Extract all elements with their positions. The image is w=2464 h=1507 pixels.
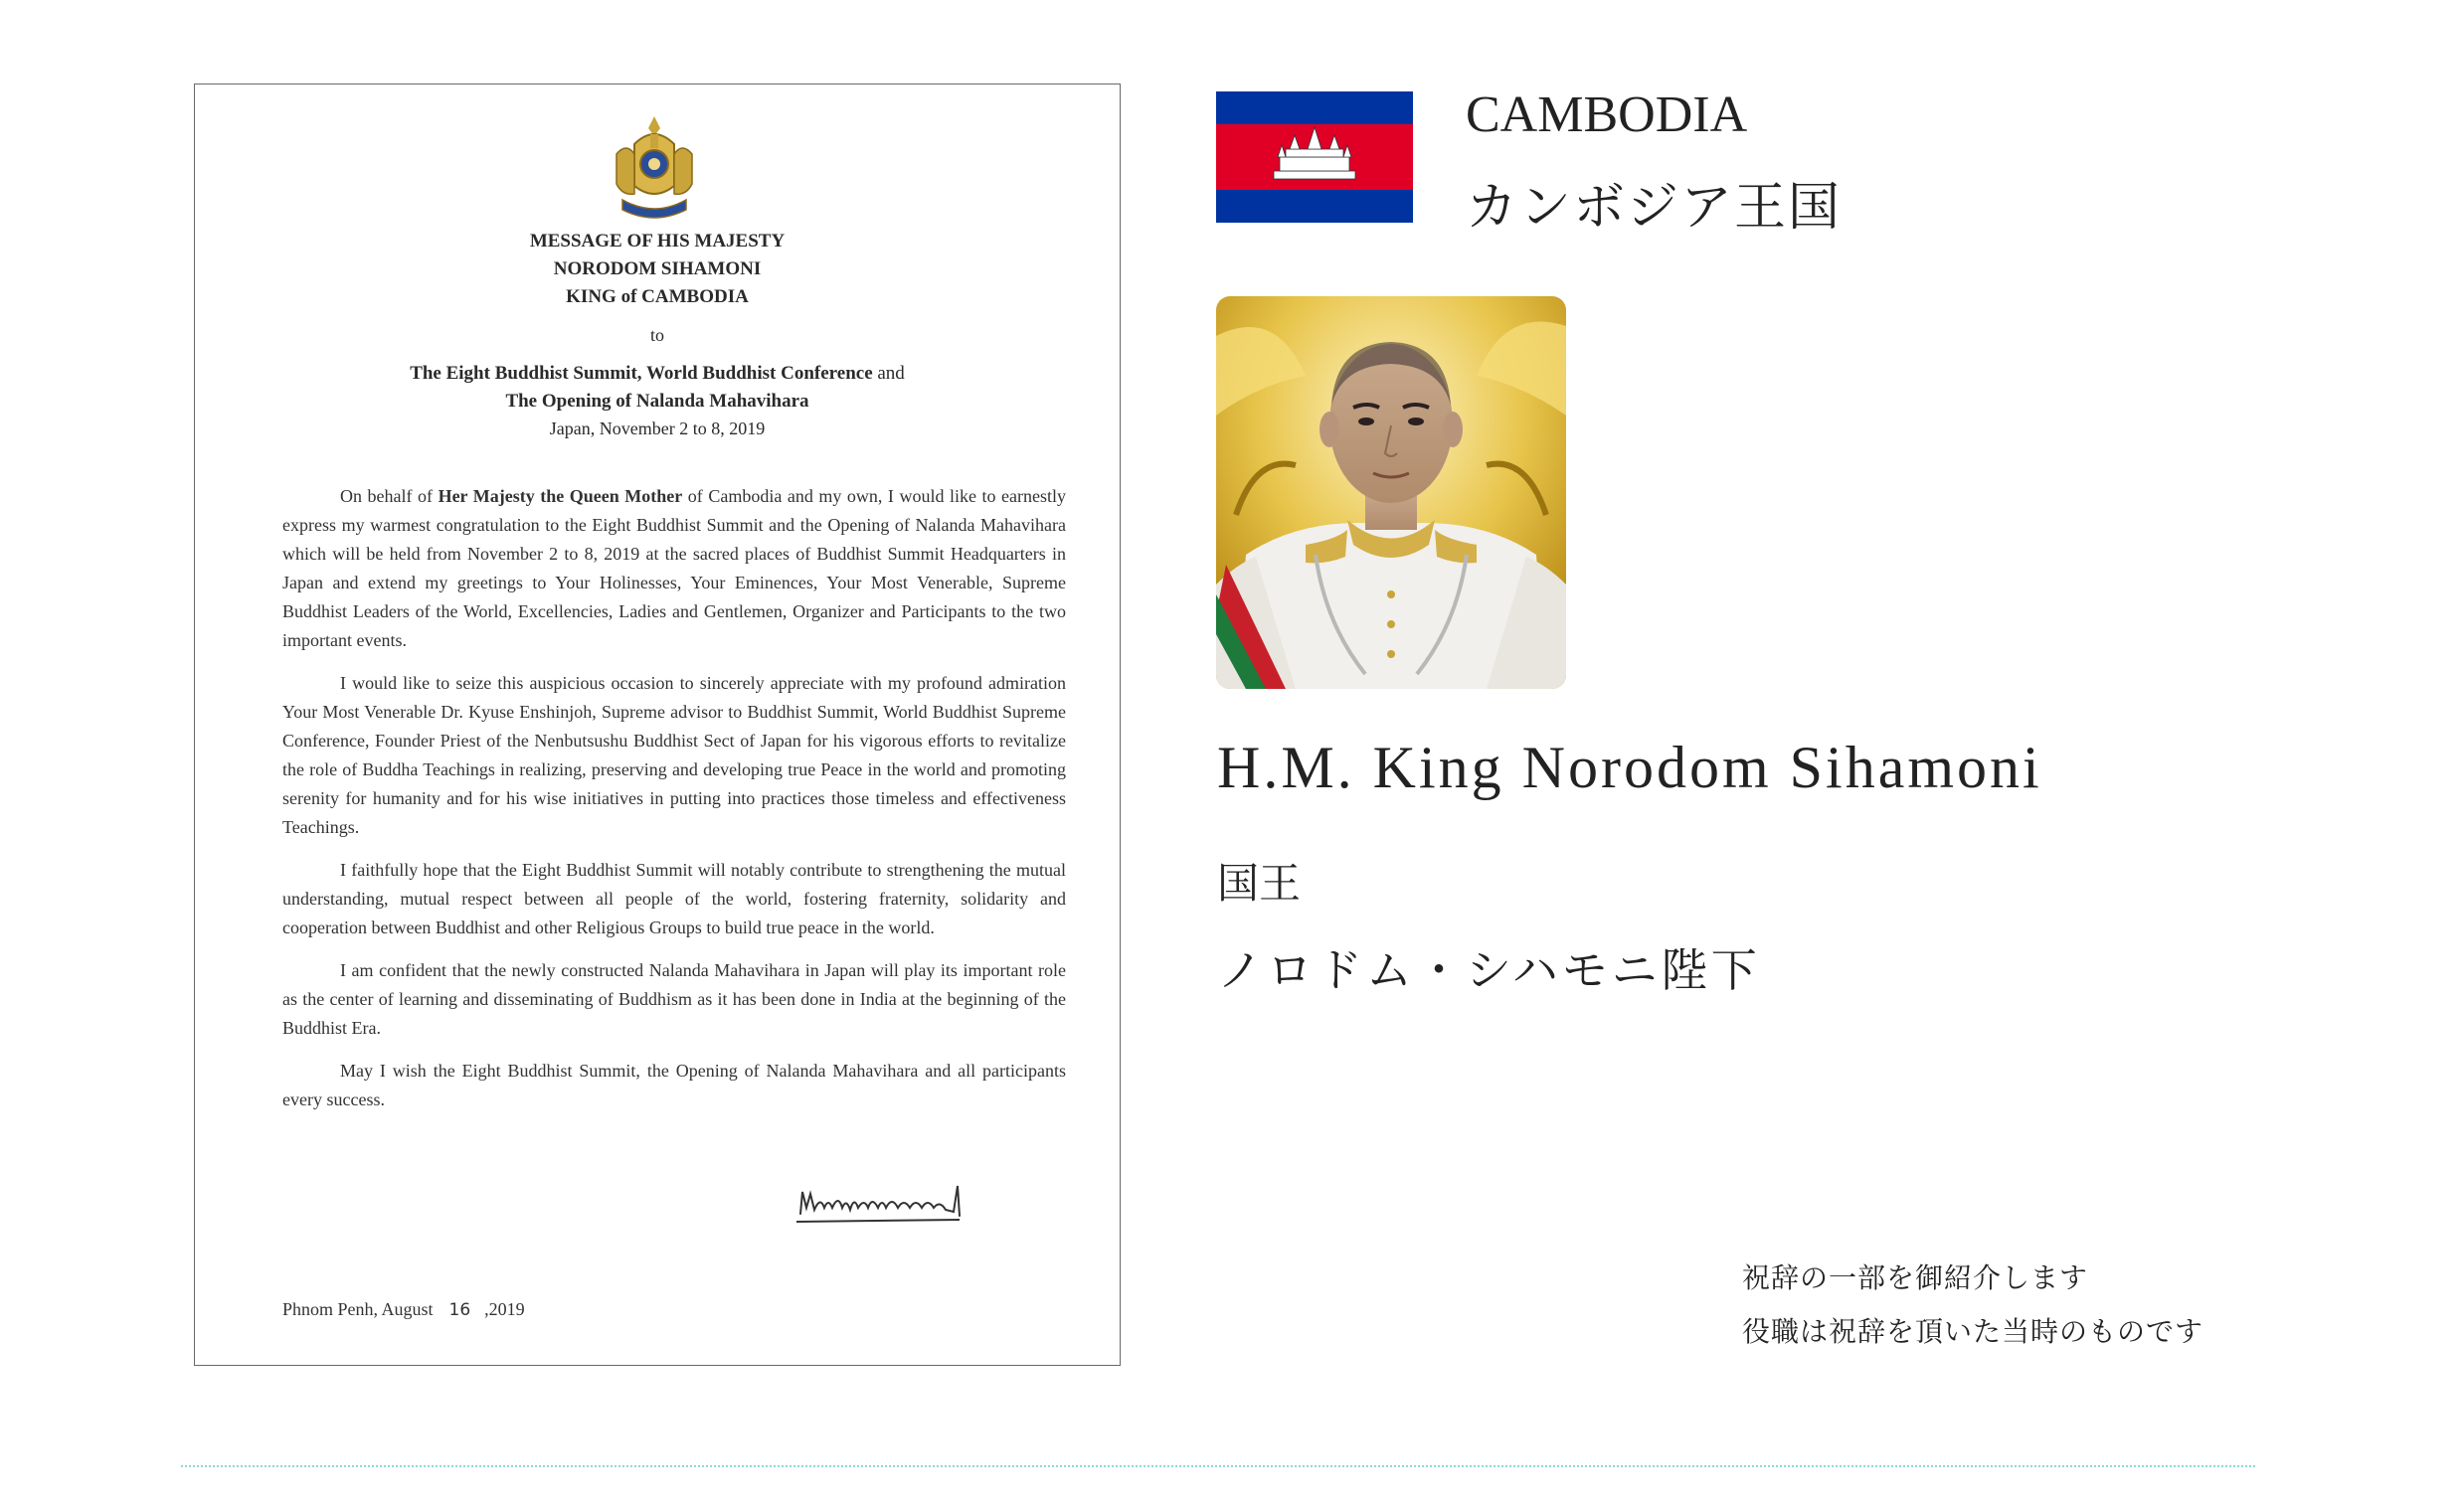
handwritten-day: 16 — [448, 1300, 471, 1320]
letter-paragraph-3: I faithfully hope that the Eight Buddhist Summit will notably contribute to strengthening the mutual understanding, mutual respect between all people of the world, fostering fraternity, solidarity and cooperation between Buddhist and other Religious Groups to build true peace in the world. — [282, 860, 1066, 937]
letter-event-and: and — [872, 363, 905, 384]
person-name-ja: ノロドム・シハモニ陛下 — [1217, 943, 1761, 997]
cambodia-flag — [1216, 91, 1413, 223]
portrait-photo — [1216, 296, 1566, 689]
letter-event-line3: Japan, November 2 to 8, 2019 — [549, 419, 766, 438]
letter-header-line3: KING of CAMBODIA — [566, 286, 749, 307]
letter-paragraph-2: I would like to seize this auspicious occasion to sincerely appreciate with my profound admiration Your Most Venerable Dr. Kyuse Enshinjoh, Supreme advisor to Buddhist Summit, World Buddhist Supreme Conference, Founder Priest of the Nenbutsushu Buddhist Sect of Japan for his vigorous efforts to revitalize the role of Buddha Teachings in realizing, preserving and developing true Peace in the world and promoting serenity for humanity and for his wise initiatives in putting into practices those timeless and effectiveness Teachings. — [282, 673, 1066, 837]
country-name-ja: カンボジア王国 — [1466, 178, 1843, 238]
handwritten-signature — [794, 1178, 968, 1228]
para1-end: of Cambodia and my own, I would like to earnestly express my warmest congratulation to the Eight Buddhist Summit and the Opening of Nalanda Mahavihara which will be held from November 2 to 8, 2019 at the sacred places of Buddhist Summit Headquarters in Japan and extend my greetings to Your Holinesses, Your Eminences, Your Most Venerable, Supreme Buddhist Leaders of the World, Excellencies, Ladies and Gentlemen, Organizer and Participants to the two important events. — [282, 486, 1067, 650]
para1-bold: Her Majesty the Queen Mother — [438, 486, 683, 506]
letter-paragraph-1 — [282, 482, 1066, 655]
year-suffix: ,2019 — [484, 1299, 525, 1319]
letter-header-line2: NORODOM SIHAMONI — [553, 258, 762, 279]
note-line-1: 祝辞の一部を御紹介します — [1742, 1261, 2089, 1294]
letter-place-date — [282, 1299, 525, 1320]
letter-body — [282, 482, 1066, 1128]
royal-message-letter — [194, 84, 1121, 1366]
person-title-ja: 国王 — [1217, 859, 1302, 908]
letter-paragraph-4: I am confident that the newly constructed Nalanda Mahavihara in Japan will play its important role as the center of learning and disseminating of Buddhism as it has been done in India at the beginning of the Buddhist Era. — [282, 960, 1066, 1038]
para1-start: On behalf of — [340, 486, 439, 506]
letter-event-line1 — [195, 363, 1120, 385]
letter-event-line2: The Opening of Nalanda Mahavihara — [505, 391, 809, 412]
country-name-en: CAMBODIA — [1466, 86, 1748, 143]
royal-arms-of-cambodia-icon — [605, 114, 704, 224]
person-name-en: H.M. King Norodom Sihamoni — [1217, 735, 2042, 800]
letter-event-bold: The Eight Buddhist Summit, World Buddhist Conference — [410, 363, 873, 384]
dotted-divider — [181, 1465, 2255, 1467]
letter-paragraph-5: May I wish the Eight Buddhist Summit, the Opening of Nalanda Mahavihara and all participants every success. — [282, 1061, 1066, 1109]
note-line-2: 役職は祝辞を頂いた当時のものです — [1742, 1315, 2204, 1348]
place-date-prefix: Phnom Penh, August — [282, 1299, 434, 1319]
portrait-illustration — [1216, 296, 1566, 689]
letter-to: to — [649, 325, 664, 345]
letter-header-line1: MESSAGE OF HIS MAJESTY — [529, 231, 786, 251]
